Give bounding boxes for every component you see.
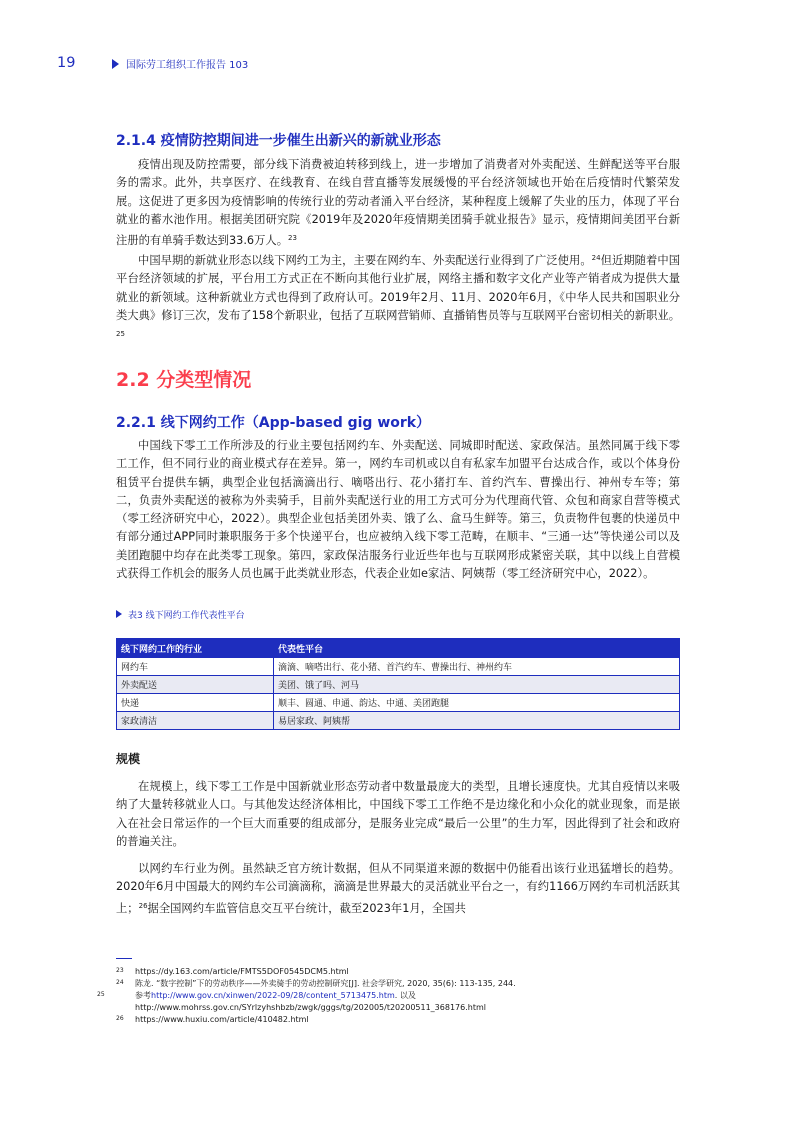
paragraph: [116, 860, 680, 918]
footnote-ref[interactable]: 25: [116, 330, 125, 339]
paragraph-text: 以网约车行业为例。虽然缺乏官方统计数据，但从不同渠道来源的数据中仍能看出该行业迅猛增长的趋势。2020年6月中国最大的网约车公司滴滴称，滴滴是世界最大的灵活就业平台之一，有约1166万网约车司机活跃其上；: [116, 862, 680, 915]
footnote-text: 陈龙. “数字控制”下的劳动秩序——外卖骑手的劳动控制研究[J]. 社会学研究, 2020, 35(6): 113-135, 244.: [135, 979, 516, 988]
section-heading-2-2-1: 2.2.1 线下网约工作（App-based gig work）: [116, 415, 431, 431]
platforms-table: [116, 638, 680, 730]
footnote-link[interactable]: http://www.gov.cn/xinwen/2022-09/28/content_5713475.htm: [151, 991, 395, 1000]
table-row: [117, 712, 680, 730]
table-cell-platforms: 美团、饿了吗、河马: [274, 676, 680, 694]
footnote-text[interactable]: . 以及http://www.mohrss.gov.cn/SYrlzyhshbzb/zwgk/gggs/tg/202005/t20200511_368176.html: [135, 991, 486, 1012]
footnote-number: 25: [97, 991, 105, 998]
table-cell-industry: 外卖配送: [117, 676, 274, 694]
footnote-number: 23: [116, 967, 124, 974]
table-row: [117, 658, 680, 676]
table-row: [117, 694, 680, 712]
footnote-number: 24: [116, 979, 124, 986]
footnote-ref[interactable]: 26: [138, 901, 148, 910]
table-cell-industry: 家政清洁: [117, 712, 274, 730]
table-caption-text: 表3 线下网约工作代表性平台: [128, 611, 245, 621]
triangle-marker-icon: [116, 610, 122, 618]
footnote-text[interactable]: https://dy.163.com/article/FMTS5DOF0545DCM5.html: [135, 967, 349, 976]
paragraph: [116, 249, 680, 346]
subheading-scale: 规模: [116, 752, 141, 766]
footnote-divider: [116, 958, 132, 959]
paragraph: 中国线下零工工作所涉及的行业主要包括网约车、外卖配送、同城即时配送、家政保洁。虽然同属于线下零工工作，但不同行业的商业模式存在差异。第一，网约车司机或以自有私家车加盟平台达成合作，或以个体身份租赁平台提供车辆，典型企业包括滴滴出行、嘀嗒出行、花小猪打车、首约汽车、曹操出行、神州专车等；第二，负责外卖配送的被称为外卖骑手，目前外卖配送行业的用工方式可分为代理商代管、众包和商家自营等模式（零工经济研究中心，2022）。典型企业包括美团外卖、饿了么、盒马生鲜等。第三，负责物件包裹的快递员中有部分通过APP同时兼职服务于多个快递平台，也应被纳入线下零工范畴，在顺丰、“三通一达”等快递公司以及美团跑腿中均存在此类零工现象。第四，家政保洁服务行业近些年也与互联网形成紧密关联，其中以线上自营模式获得工作机会的服务人员也属于此类就业形态，代表企业如e家洁、阿姨帮（零工经济研究中心，2022）。: [116, 439, 680, 581]
footnote: [116, 1013, 686, 1026]
section-heading-2-2: 2.2 分类型情况: [116, 369, 252, 391]
table-cell-platforms: 滴滴、嘀嗒出行、花小猪、首汽约车、曹操出行、神州约车: [274, 658, 680, 676]
footnote-number: 26: [116, 1015, 124, 1022]
paragraph-text: 据全国网约车监管信息交互平台统计，截至2023年1月，全国共: [147, 901, 466, 915]
footnote: [97, 989, 705, 1014]
page-number: 19: [57, 55, 76, 71]
table-header-row: [117, 639, 680, 658]
table-header-cell: 线下网约工作的行业: [117, 639, 274, 658]
footnote-ref[interactable]: 23: [288, 234, 297, 243]
footnote-ref[interactable]: 24: [591, 254, 601, 262]
table-row: [117, 676, 680, 694]
paragraph: 在规模上，线下零工工作是中国新就业形态劳动者中数量最庞大的类型，且增长速度快。尤其自疫情以来吸纳了大量转移就业人口。与其他发达经济体相比，中国线下零工工作绝不是边缘化和小众化的就业现象，而是嵌入在社会日常运作的一个巨大而重要的组成部分，是服务业完成“最后一公里”的生力军，因此得到了社会和政府的普遍关注。: [116, 780, 680, 848]
triangle-marker-icon: [112, 59, 119, 69]
running-title-text: 国际劳工组织工作报告 103: [126, 60, 249, 71]
section-heading-2-1-4: 2.1.4 疫情防控期间进一步催生出新兴的新就业形态: [116, 133, 441, 149]
paragraph-text: 疫情出现及防控需要，部分线下消费被迫转移到线上，进一步增加了消费者对外卖配送、生鲜配送等平台服务的需求。此外，共享医疗、在线教育、在线自营直播等发展缓慢的平台经济领域也开始在后疫情时代繁荣发展。这促进了更多因为疫情影响的传统行业的劳动者涌入平台经济，某种程度上缓解了失业的压力，体现了平台就业的蓄水池作用。根据美团研究院《2019年及2020年疫情期美团骑手就业报告》显示，疫情期间美团平台新注册的有单骑手数达到33.6万人。: [116, 158, 680, 248]
table-cell-platforms: 顺丰、圆通、申通、韵达、中通、美团跑腿: [274, 694, 680, 712]
footnote-text[interactable]: https://www.huxiu.com/article/410482.html: [135, 1015, 309, 1024]
table-header-cell: 代表性平台: [274, 639, 680, 658]
paragraph-text: 中国早期的新就业形态以线下网约工为主，主要在网约车、外卖配送行业得到了广泛使用。: [138, 254, 592, 267]
running-title: [112, 56, 248, 71]
footnote-text: 参考: [135, 991, 151, 1000]
page-header: [0, 55, 793, 75]
table-cell-platforms: 易居家政、阿姨帮: [274, 712, 680, 730]
table-cell-industry: 快递: [117, 694, 274, 712]
table-caption: [116, 608, 245, 621]
table-cell-industry: 网约车: [117, 658, 274, 676]
paragraph: [116, 156, 680, 250]
paragraph-text: 但近期随着中国平台经济领域的扩展，平台用工方式正在不断向其他行业扩展，网络主播和数字文化产业等产销者成为提供大量就业的新领域。这种新就业方式也得到了政府认可。2019年2月、11月、2020年6月，《中华人民共和国职业分类大典》修订三次，发布了158个新职业，包括了互联网营销师、直播销售员等与互联网平台密切相关的新职业。: [116, 254, 680, 322]
